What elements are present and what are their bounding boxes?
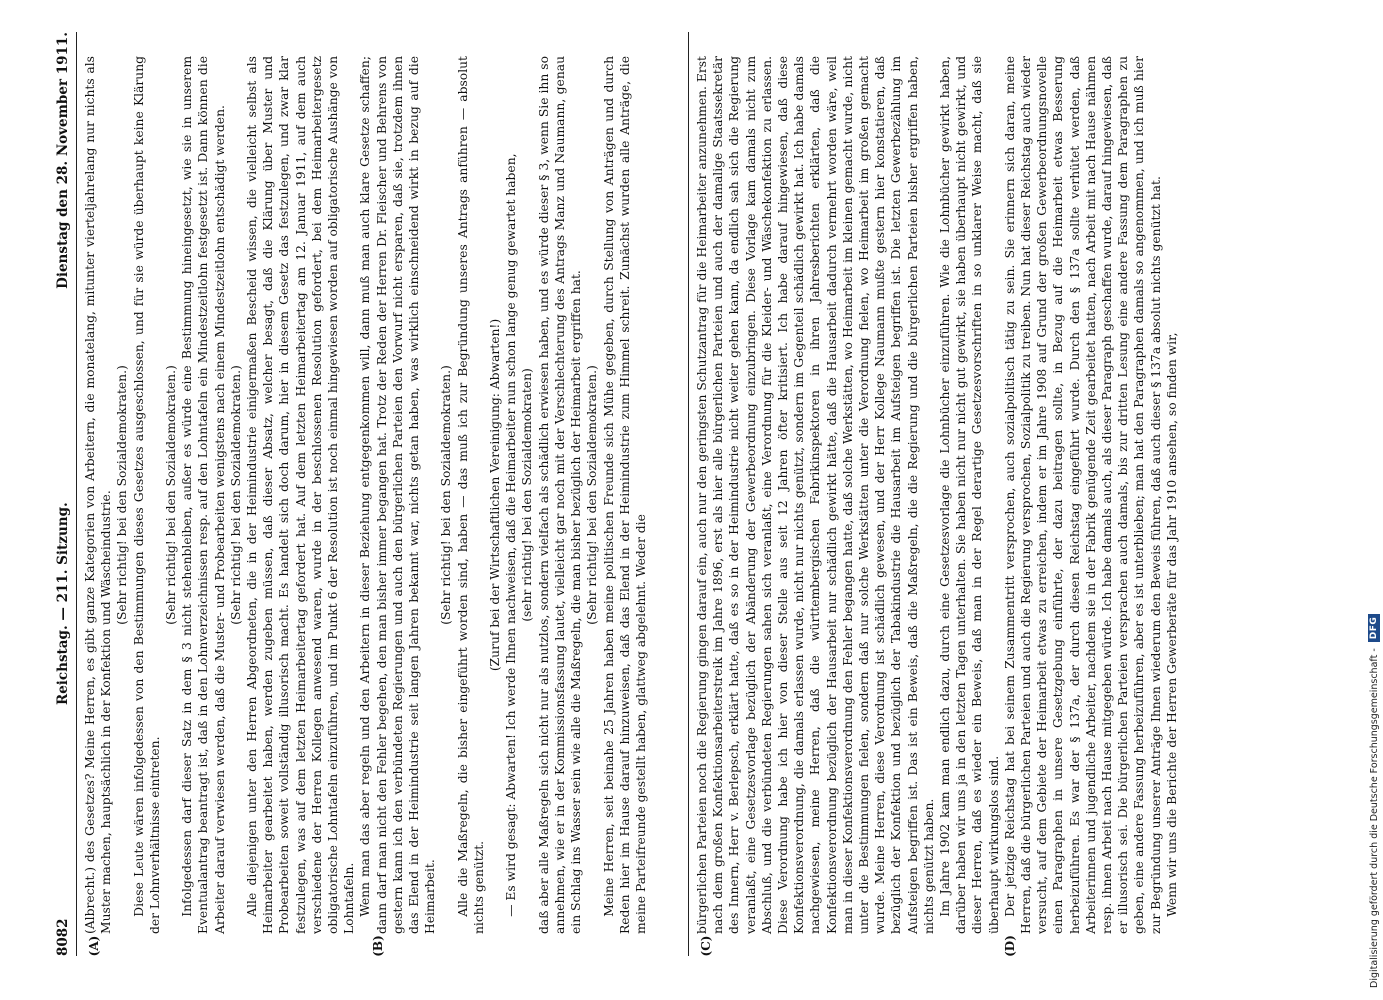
- page-number: 8082: [55, 918, 71, 956]
- paragraph: Wenn man das aber regeln und den Arbeitern in dieser Beziehung entgegenkommen will, dann muß man auch klare Gesetze schaffen; dann darf man nicht den Fehler begehen, den man bisher immer begangen hat. Trotz der Reden der Herren Dr. Fleischer und Behrens von gestern kann ich den verbündeten Regierungen und auch den bürgerlichen Parteien den Vorwurf nicht ersparen, daß sie, trotzdem ihnen das Elend in der Heimindustrie seit langen Jahren bekannt war, nichts getan haben, was wirklich einschneidend wirkt in bezug auf die Heimarbeit.: [358, 56, 438, 934]
- digitization-sidebar: [1352, 12, 1380, 988]
- column-rule: [688, 32, 689, 956]
- paragraph: Der jetzige Reichstag hat bei seinem Zusammentritt versprochen, auch sozialpolitisch tätig zu sein. Sie erinnern sich daran, meine Herren, daß die bürgerlichen Parteien und auch die Regierung versprochen, Sozialpolitik zu treiben. Nun hat dieser Reichstag auch wieder versucht, auf dem Gebiete der Heimarbeit etwas zu erreichen, indem er im Jahre 1908 auf Grund der großen Gewerbeordnungsnovelle einen Paragraphen in unsere Gesetzgebung einführte, der dazu beitragen sollte, in Bezug auf die Heimarbeit etwas Besserung herbeizuführen. Es war der § 137a, der durch diesen Reichstag eingeführt wurde. Durch den § 137a sollte verhütet werden, daß Arbeiterinnen und jugendliche Arbeiter, nachdem sie in der Fabrik genügende Zeit gearbeitet hatten, nach Arbeit mit nach Hause nähmen resp. ihnen Arbeit nach Hause mitgegeben würde. Ich habe damals auch, als dieser Paragraph geschaffen wurde, darauf hingewiesen, daß er illusorisch sei. Die bürgerlichen Parteien versprachen auch damals, bis zur dritten Lesung eine andere Fassung dem Paragraphen zu geben, eine andere Fassung herbeizuführen, aber es ist unterblieben; man hat den Paragraphen damals so angenommen, und ich muß hier zur Begründung unserer Anträge Ihnen wiederum den Beweis führen, daß auch dieser § 137a absolut nichts genützt hat.: [1002, 56, 1163, 934]
- dfg-logo: DFG: [1368, 614, 1380, 643]
- paragraph: (Albrecht.) des Gesetzes? Meine Herren, es gibt ganze Kategorien von Arbeitern, die monatelang, mitunter vierteljahrelang nur nichts als Muster machen, hauptsächlich in der Konfektion und Wäscheindustrie.: [83, 56, 114, 934]
- interjection: (Zuruf bei der Wirtschaftlichen Vereinigung: Abwarten!): [488, 318, 503, 672]
- margin-marker-c: (C): [699, 935, 713, 957]
- paragraph: bürgerlichen Parteien noch die Regierung gingen darauf ein, auch nur den geringsten Schutzantrag für die Heimarbeiter anzunehmen. Erst nach dem großen Konfektionsarbeiterstreik im Jahre 1896, erst als hier alle bürgerlichen Parteien und auch der damalige Staatssekretär des Innern, Herr v. Berlepsch, erklärt hatte, daß es so in der Heimindustrie nicht weiter gehen kann, da endlich sah sich die Regierung veranlaßt, eine Gesetzesvorlage bezüglich der Abänderung der Gewerbeordnung einzubringen. Diese Vorlage kam damals nicht zum Abschluß, und die verbündeten Regierungen sahen sich veranlaßt, eine Verordnung für die Kleider- und Wäschekonfektion zu erlassen. Diese Verordnung habe ich hier von dieser Stelle aus seit 12 Jahren öfter kritisiert. Ich habe darauf hingewiesen, daß diese Konfektionsverordnung, die damals erlassen wurde, nicht nur nichts genützt, sondern im Gegenteil schädlich gewirkt hat. Ich habe damals nachgewiesen, meine Herren, daß die württembergischen Fabrikinspektoren in ihren Jahresberichten erklärten, daß die Konfektionsverordnung bezüglich der Hausarbeit nur schädlich gewirkt hätte, daß die Hausarbeit dadurch vermehrt worden wäre, weil man in dieser Konfektionsverordnung den Fehler begangen hatte, daß solche Werkstätten, wo Heimarbeit im kleinen gemacht wurde, nicht unter die Bestimmungen fielen, sondern daß nur solche Werkstätten unter die Verordnung fielen, wo Heimarbeit im großen gemacht wurde. Meine Herren, diese Verordnung ist schädlich gewesen, und der Herr Kollege Naumann mußte gestern hier konstatieren, daß bezüglich der Konfektion und bezüglich der Tabakindustrie die Hausarbeit im Aufsteigen begriffen ist. Die letzten Gewerbezählung im Aufsteigen begriffen ist. Das ist ein Beweis, daß die Maßregeln, die die Regierung und die bürgerlichen Parteien bisher ergriffen haben, nichts genützt haben.: [695, 56, 936, 934]
- margin-marker-b: (B): [371, 935, 385, 957]
- page-header: [52, 32, 74, 956]
- paragraph: daß aber alle Maßregeln sich nicht nur als nutzlos, sondern vielfach als schädlich erwiesen haben, und es würde dieser § 3, wenn Sie ihn so annehmen, wie er in der Kommissionsfassung lautet, vielleicht gar noch mit der Verschlechterung des Antrags Manz und Naumann, genau ein Schlag ins Wasser sein wie alle die Maßregeln, die man bisher bezüglich der Heimarbeit ergriffen hat.: [536, 56, 584, 934]
- text-column-left: [82, 56, 649, 934]
- session-title: Reichstag. — 211. Sitzung.: [55, 502, 71, 706]
- paragraph: Alle diejenigen unter den Herren Abgeordneten, die in der Heimindustrie einigermaßen Bescheid wissen, die vielleicht selbst als Heimarbeiter gearbeitet haben, werden zugeben müssen, daß dieser Absatz, welcher besagt, daß die Klärung über Muster und Probearbeiten soweit vollständig illusorisch macht. Es handelt sich doch darum, hier in diesem Gesetz das festzulegen, und zwar klar festzulegen, was auf dem letzten Heimarbeitertag gefordert hat. Auf dem letzten Heimarbeitertag am 12. Januar 1911, auf dem auch verschiedene der Herren Kollegen anwesend waren, wurde in der beschlossenen Resolution gefordert, bei dem Heimarbeitergesetz obligatorische Lohntafeln einzuführen, und im Punkt 6 der Resolution ist noch einmal hingewiesen worden auf obligatorische Aushänge von Lohntafeln.: [245, 56, 357, 934]
- header-rule: [76, 32, 77, 956]
- interjection: (Sehr richtig! bei den Sozialdemokraten.): [439, 365, 454, 625]
- interjection: (Sehr richtig! bei den Sozialdemokraten.): [585, 365, 600, 625]
- interjection: (Sehr richtig! bei den Sozialdemokraten.): [228, 365, 243, 625]
- paragraph: Meine Herren, seit beinahe 25 Jahren haben meine politischen Freunde sich Mühe gegeben, durch Stellung von Anträgen und durch Reden hier im Hause darauf hinzuweisen, daß das Elend in der Heimindustrie zum Himmel schreit. Zunächst wurden alle Anträge, die meine Parteifreunde gestellt haben, glattweg abgelehnt. Weder die: [601, 56, 648, 934]
- paragraph: Alle die Maßregeln, die bisher eingeführt worden sind, haben — das muß ich zur Begründung unseres Antrags anführen — absolut nichts genützt.: [455, 56, 486, 934]
- rotated-page: [52, 32, 1342, 956]
- digitization-credit: Digitalisierung gefördert durch die Deutsche Forschungsgemeinschaft -: [1368, 648, 1380, 988]
- text-column-right: [694, 56, 1180, 934]
- margin-marker-d: (D): [1003, 935, 1017, 957]
- paragraph: Diese Leute wären infolgedessen von den Bestimmungen dieses Gesetzes ausgeschlossen, und für sie würde überhaupt keine Klärung der Lohnverhältnisse eintreten.: [131, 56, 162, 934]
- paragraph: Wenn wir uns die Berichte der Herren Gewerberäte für das Jahr 1910 ansehen, so finden wir,: [1164, 332, 1179, 917]
- interjection: (Sehr richtig! bei den Sozialdemokraten.): [164, 365, 179, 625]
- margin-marker-a: (A): [87, 935, 101, 957]
- interjection: (sehr richtig! bei den Sozialdemokraten): [520, 368, 535, 622]
- paragraph: Infolgedessen darf dieser Satz in dem § 3 nicht stehenbleiben, außer es würde eine Bestimmung hineingesetzt, wie sie in unserem Eventualantrag beantragt ist, daß in den Lohnverzeichnissen resp. auf den Lohntafeln ein Mindestzeitlohn festgesetzt ist. Dann können die Arbeiter darauf verwiesen werden, daß die Muster- und Probearbeiten wenigstens nach einem Mindestzeitlohn entschädigt werden.: [180, 56, 227, 934]
- paragraph: Im Jahre 1902 kam man endlich dazu, durch eine Gesetzesvorlage die Lohnbücher einzuführen. Wie die Lohnbücher gewirkt haben, darüber haben wir uns ja in den letzten Tagen unterhalten. Sie haben nicht nur nicht gut gewirkt, sie haben überhaupt nicht gewirkt, und dieser Herren, daß es wieder ein Beweis, daß man in der Regel derartige Gesetzesvorschriften in so unklarer Weise macht, daß sie überhaupt wirkungslos sind.: [938, 56, 1001, 934]
- session-date: Dienstag den 28. November 1911.: [55, 32, 71, 289]
- paragraph: — Es wird gesagt: Abwarten! Ich werde Ihnen nachweisen, daß die Heimarbeiter nun schon lange genug gewartet haben,: [504, 153, 519, 917]
- sidebar-text: [1368, 12, 1380, 988]
- interjection: (Sehr richtig! bei den Sozialdemokraten.): [115, 365, 130, 625]
